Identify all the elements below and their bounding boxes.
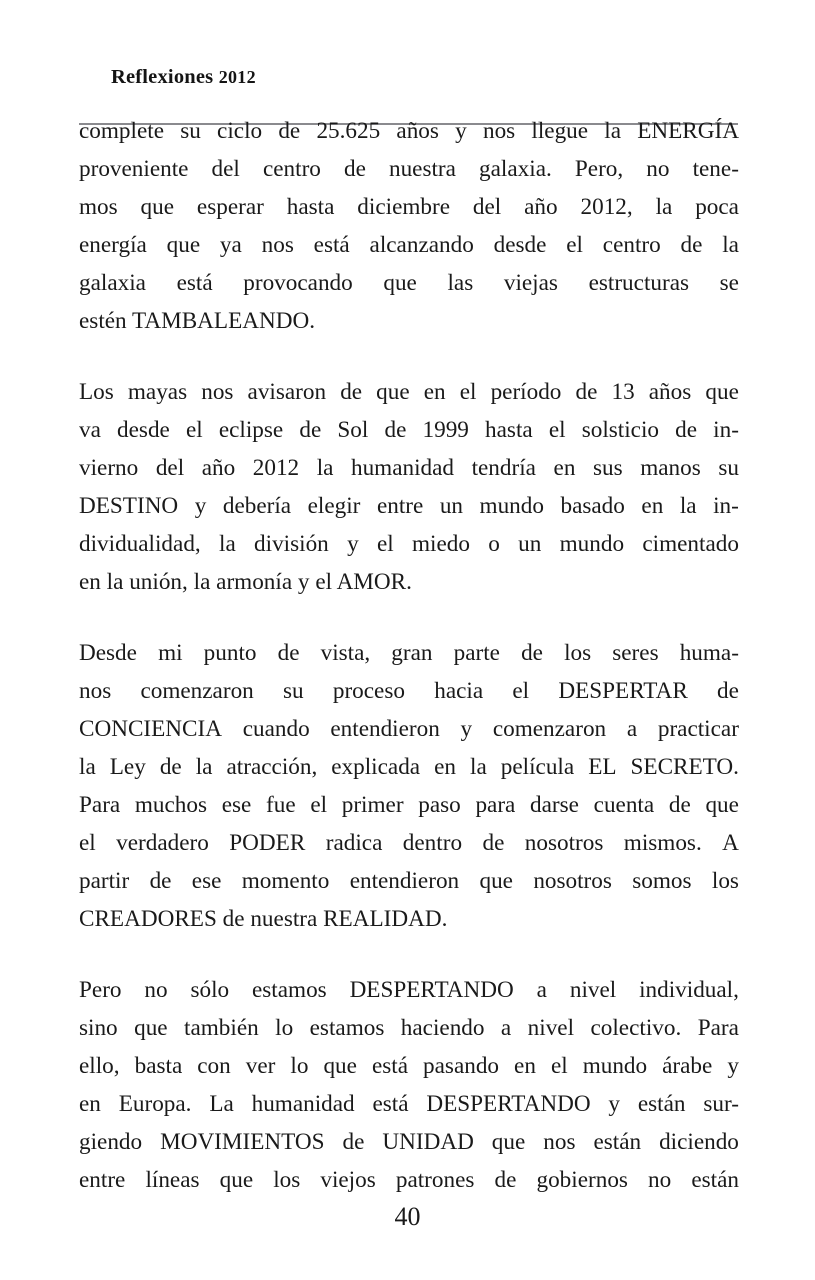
word: entre [376,493,424,519]
word: lo [290,1053,309,1079]
word: mundo [559,531,625,557]
running-head-title: Reflexiones [110,65,214,88]
word: y [347,531,359,557]
word: DESPERTAR [558,678,688,704]
word: está [313,232,350,258]
word: la [195,754,213,780]
word: del [155,455,185,481]
word: parte [453,640,500,666]
word: EL [588,754,617,780]
word: a [500,1015,512,1041]
text-line [79,824,739,862]
word: para [475,792,516,818]
text-line [79,373,739,411]
word: cuenta [593,792,655,818]
word: la [316,455,334,481]
word: huma- [679,640,739,666]
word: que [705,379,739,405]
text-line [79,487,739,525]
word: de [344,156,366,182]
word: elegir [307,493,361,519]
word: proveniente [79,156,189,182]
word: 13 [611,379,635,405]
word: las [447,270,474,296]
word: atracción, [226,754,318,780]
word: están [691,1167,739,1193]
paragraph [79,634,739,938]
word: los [273,1167,301,1193]
word: sur- [703,1091,739,1117]
text-line [79,786,739,824]
word: nos [261,232,294,258]
word: el [548,417,566,443]
word: cuando [242,716,310,742]
word: período [490,379,562,405]
word: sino [79,1015,118,1041]
word: ese [191,868,222,894]
word: que [383,270,417,296]
word: de [384,417,407,443]
word: basta [134,1053,183,1079]
word: humanidad [251,1091,355,1117]
word: poca [695,194,739,220]
text-line [79,411,739,449]
word: Ley [109,754,146,780]
word: nuestra [388,156,456,182]
word: partir [79,868,130,894]
word: explicada [331,754,421,780]
text-line [79,710,739,748]
word: tendría [471,455,536,481]
word: Para [697,1015,739,1041]
word: en [553,455,576,481]
word: y [727,1053,739,1079]
page-number: 40 [394,1202,421,1231]
word: primer [341,792,404,818]
word: lo [275,1015,294,1041]
text-line [79,525,739,563]
word: solsticio [581,417,659,443]
text-line [79,449,739,487]
word: se [719,270,739,296]
text-line [79,1085,739,1123]
text-line: estén TAMBALEANDO. [79,308,316,334]
word: avisaron [247,379,327,405]
word: de [521,640,543,666]
word: mismos. [623,830,702,856]
word: practicar [657,716,739,742]
text-line [79,971,739,1009]
word: en [514,1053,536,1079]
word: Pero [79,977,122,1003]
word: viejos [320,1167,376,1193]
word: paso [418,792,461,818]
word: fue [266,792,296,818]
word: haciendo [400,1015,485,1041]
word: están [593,1129,642,1155]
word: CONCIENCIA [79,716,222,742]
word: hasta [485,417,533,443]
word: dentro [402,830,463,856]
word: galaxia. [479,156,552,182]
word: y [194,493,207,519]
word: nosotros [533,868,612,894]
word: gran [391,640,433,666]
word: debería [222,493,292,519]
word: viejas [503,270,558,296]
word: cimentado [642,531,739,557]
text-line [79,634,739,672]
word: punto [203,640,257,666]
word: de [277,640,300,666]
word: vierno [79,455,139,481]
word: nos [79,678,112,704]
word: a [536,977,547,1003]
word: del [472,194,502,220]
word: Sol [337,417,369,443]
word: ya [219,232,242,258]
word: que [166,232,201,258]
word: de [159,754,182,780]
word: individual, [639,977,739,1003]
word: patrones [395,1167,475,1193]
word: mayas [127,379,188,405]
word: 25.625 [316,118,381,144]
word: La [209,1091,234,1117]
text-line [79,748,739,786]
word: también [184,1015,259,1041]
word: Para [79,792,121,818]
word: muchos [134,792,208,818]
word: ver [245,1053,276,1079]
word: están [637,1091,686,1117]
paragraph [79,971,739,1199]
word: giendo [79,1129,143,1155]
word: del [211,156,240,182]
word: mundo [582,1053,648,1079]
word: sólo [190,977,230,1003]
word: comenzaron [140,678,254,704]
word: en [434,754,457,780]
word: el [459,379,477,405]
word: gobiernos [536,1167,628,1193]
text-line [79,150,739,188]
word: nivel [569,977,617,1003]
word: de [575,379,598,405]
word: sus [592,455,623,481]
word: año [201,455,236,481]
word: radica [325,830,383,856]
word: no [646,156,670,182]
word: in- [713,417,739,443]
word: colectivo. [590,1015,682,1041]
word: somos [632,868,692,894]
word: PODER [229,830,306,856]
word: de [680,232,703,258]
word: mos [79,194,118,220]
word: entendieron [349,868,460,894]
word: en [641,493,664,519]
word: su [180,118,201,144]
word: ciclo [217,118,263,144]
word: la [604,118,622,144]
word: nos [201,379,234,405]
word: Los [79,379,114,405]
word: nos [543,1129,576,1155]
word: el [376,531,394,557]
text-line [79,672,739,710]
word: comenzaron [492,716,607,742]
word: Desde [79,640,137,666]
word: seres [612,640,659,666]
word: mundo [479,493,544,519]
word: 2012 [252,455,300,481]
word: de [149,868,172,894]
word: desde [117,417,170,443]
body-text-block [79,112,739,1199]
word: A [722,830,739,856]
text-line [79,1123,739,1161]
word: con [197,1053,231,1079]
word: la [722,232,739,258]
running-head [79,40,738,114]
word: año [524,194,558,220]
word: in- [713,493,739,519]
word: el [550,1053,568,1079]
word: su [283,678,304,704]
word: pasando [423,1053,500,1079]
word: eclipse [218,417,284,443]
word: proceso [332,678,405,704]
text-line [79,862,739,900]
word: el [310,792,328,818]
word: mi [158,640,183,666]
word: el [566,232,583,258]
word: va [79,417,101,443]
paragraph [79,373,739,601]
word: de [278,118,301,144]
word: DESPERTANDO [349,977,514,1003]
word: ello, [79,1053,120,1079]
text-line [79,188,739,226]
word: la [655,194,673,220]
word: que [705,792,739,818]
word: ese [221,792,252,818]
word: está [372,1091,409,1117]
word: película [500,754,575,780]
word: de [717,678,739,704]
word: de [482,830,505,856]
word: momento [241,868,330,894]
word: líneas [145,1167,200,1193]
text-line: CREADORES de nuestra REALIDAD. [79,906,448,932]
word: de [675,417,698,443]
word: nos [482,118,516,144]
word: de [342,1129,365,1155]
word: o [488,531,500,557]
text-line [79,112,739,150]
word: a [626,716,638,742]
text-line [79,264,739,302]
paragraph [79,112,739,340]
word: Pero, [574,156,624,182]
word: de [668,792,691,818]
word: SECRETO. [630,754,739,780]
word: árabe [662,1053,713,1079]
word: miedo [412,531,470,557]
word: que [376,379,410,405]
word: el [512,678,530,704]
word: la [679,493,697,519]
word: y [455,118,467,144]
word: estructuras [588,270,690,296]
word: tene- [692,156,739,182]
word: un [518,531,542,557]
word: en [423,379,446,405]
word: centro [262,156,321,182]
word: provocando [243,270,353,296]
word: esperar [196,194,264,220]
word: no [144,977,168,1003]
word: de [299,417,322,443]
word: y [460,716,473,742]
text-line: en la unión, la armonía y el AMOR. [79,569,412,595]
word: dividualidad, [79,531,201,557]
text-line [79,1161,739,1199]
word: los [711,868,739,894]
word: un [439,493,463,519]
word: ENERGÍA [637,118,739,144]
word: galaxia [79,270,146,296]
word: Europa. [118,1091,192,1117]
word: darse [530,792,579,818]
word: centro [602,232,661,258]
word: diciembre [357,194,451,220]
word: el [79,830,96,856]
word: energía [79,232,147,258]
word: no [648,1167,672,1193]
text-line [79,1009,739,1047]
text-line [79,1047,739,1085]
word: años [648,379,692,405]
word: y [608,1091,621,1117]
word: entre [79,1167,126,1193]
word: la [219,531,236,557]
word: desde [493,232,547,258]
text-line [79,226,739,264]
word: que [479,868,513,894]
word: UNIDAD [382,1129,474,1155]
word: complete [79,118,164,144]
word: llegue [531,118,589,144]
word: humanidad [350,455,455,481]
word: que [134,1015,168,1041]
word: hasta [286,194,335,220]
word: hacia [434,678,484,704]
word: la [79,754,96,780]
running-head-year: 2012 [218,66,256,87]
word: que [140,194,175,220]
word: DESPERTANDO [426,1091,591,1117]
word: que [219,1167,254,1193]
word: estamos [251,977,327,1003]
word: 2012, [580,194,633,220]
word: verdadero [116,830,209,856]
word: su [718,455,739,481]
word: la [470,754,487,780]
word: está [176,270,213,296]
word: DESTINO [79,493,179,519]
word: manos [640,455,701,481]
word: basado [560,493,625,519]
word: que [491,1129,526,1155]
word: MOVIMIENTOS [160,1129,325,1155]
word: división [254,531,329,557]
word: de [340,379,363,405]
word: está [371,1053,409,1079]
word: nivel [527,1015,575,1041]
word: que [323,1053,357,1079]
word: estamos [309,1015,385,1041]
word: 1999 [422,417,469,443]
word: el [185,417,203,443]
word: años [396,118,439,144]
word: de [494,1167,517,1193]
word: nosotros [524,830,604,856]
word: los [564,640,592,666]
word: diciendo [659,1129,739,1155]
word: en [79,1091,101,1117]
word: alcanzando [369,232,474,258]
word: entendieron [330,716,440,742]
word: vista, [320,640,371,666]
